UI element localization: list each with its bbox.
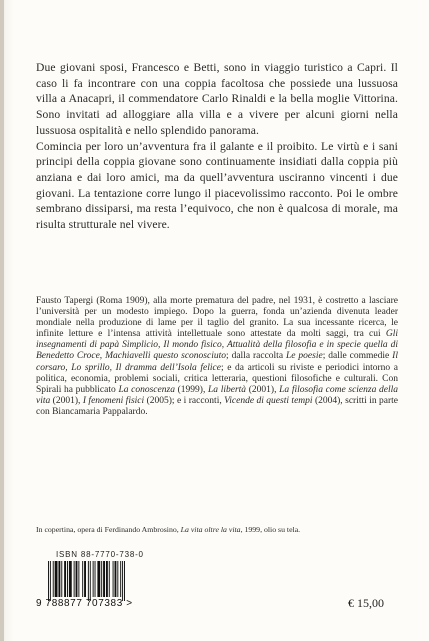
barcode-bar	[93, 561, 94, 597]
bio-text: ; dalle commedie	[322, 351, 393, 362]
bio-text: (2001),	[50, 395, 83, 406]
credit-text: , 1999, olio su tela.	[240, 525, 301, 534]
bio-title: Il corsaro, Lo sprillo, Il dramma dell’Isola felice	[36, 351, 398, 373]
barcode-bar	[53, 561, 54, 597]
barcode-bar	[78, 561, 79, 597]
barcode-bar	[48, 561, 49, 601]
barcode-bar	[74, 561, 75, 597]
barcode-bar	[88, 561, 89, 601]
bio-text: (2001),	[246, 384, 280, 395]
barcode-bar	[115, 561, 117, 597]
barcode-bar	[103, 561, 105, 597]
barcode-bar	[113, 561, 114, 597]
barcode-bar	[122, 561, 123, 601]
barcode-bar	[67, 561, 68, 597]
synopsis	[36, 60, 398, 233]
bio-text: (1999),	[174, 384, 209, 395]
cover-credit	[36, 525, 398, 535]
bio-title: I fenomeni fisici	[82, 395, 145, 406]
barcode-bar	[120, 561, 121, 597]
bio-title: Gli insegnamenti di papà Simplicio, Il mondo fisico, Attualità della filosofia e in specie quella di Benedetto Croce, Machiavelli questo sconosciuto	[36, 329, 398, 362]
barcode-bar	[69, 561, 72, 597]
author-bio	[36, 296, 398, 418]
barcode-bar	[50, 561, 51, 601]
barcode-bar	[117, 561, 118, 597]
synopsis-paragraph: Comincia per loro un’avventura fra il galante e il proibito. Le virtù e i sani principi della coppia giovane sono continuamente insidiati dalla coppia più anziana e dai loro amici, ma da quell’avventura usciranno vincenti i due giovani. La tentazione corre lungo il piacevolissimo racconto. Poi le ombre sembrano dissiparsi, ma resta l’equivoco, che non è qualcosa di morale, ma risulta strutturale nel vivere.	[36, 139, 398, 232]
bio-text: ; e da articoli su riviste e periodici intorno a politica, economia, problemi sociali, critica letteraria, questioni filosofiche e culturali. Con Spirali ha pubblicato	[36, 362, 399, 395]
bio-title: La libertà	[208, 384, 247, 395]
author-bio-text	[36, 296, 398, 418]
bio-text: (2004), scritti in parte con Biancamaria Pappalardo.	[36, 395, 399, 417]
barcode-bar	[106, 561, 108, 597]
barcode-bar	[82, 561, 83, 597]
bio-text: Fausto Tapergi (Roma 1909), alla morte prematura del padre, nel 1931, è costretto a lasciare l’università per un modesto impiego. Dopo la guerra, fonda un’azienda divenuta leader mondiale nella produzione di lame per il taglio del granito. La sua incessante ricerca, le infinite letture e l’intensa attività intellettuale sono attestate da molti saggi, tra cui	[36, 296, 398, 340]
barcode-bar	[58, 561, 60, 597]
barcode-bar	[64, 561, 66, 597]
barcode	[46, 561, 166, 601]
barcode-bar	[84, 561, 86, 597]
barcode-bar	[90, 561, 91, 601]
barcode-bar	[97, 561, 100, 597]
barcode-digits: 9 788877 707383 >	[36, 598, 133, 609]
bio-title: La filosofia come scienza della vita	[36, 384, 399, 406]
barcode-bar	[76, 561, 78, 597]
barcode-bar	[109, 561, 110, 597]
bio-text: ; dalla raccolta	[226, 351, 286, 362]
isbn-label: ISBN 88-7770-738-0	[56, 550, 144, 559]
barcode-bar	[61, 561, 62, 597]
spine-edge	[0, 0, 4, 641]
price: € 15,00	[348, 596, 384, 610]
bio-title: La conoscenza	[118, 384, 175, 395]
barcode-bar	[124, 561, 125, 601]
bio-text: (2005); e i racconti,	[144, 395, 225, 406]
barcode-bar	[101, 561, 102, 597]
barcode-bar	[55, 561, 58, 597]
bio-title: Vicende di questi tempi	[224, 395, 313, 406]
credit-artwork-title: La vita oltre la vita	[180, 525, 241, 534]
synopsis-paragraph: Due giovani sposi, Francesco e Betti, sono in viaggio turistico a Capri. Il caso li fa incontrare con una coppia facoltosa che possiede una lussuosa villa a Anacapri, il commendatore Carlo Rinaldi e la bella moglie Vittorina. Sono invitati ad alloggiare alla villa e a vivere per alcuni giorni nella lussuosa ospitalità e nello splendido panorama.	[36, 61, 398, 137]
barcode-bar	[95, 561, 96, 597]
credit-text: In copertina, opera di Ferdinando Ambrosino,	[36, 525, 181, 534]
bio-title: Le poesie	[285, 351, 323, 362]
